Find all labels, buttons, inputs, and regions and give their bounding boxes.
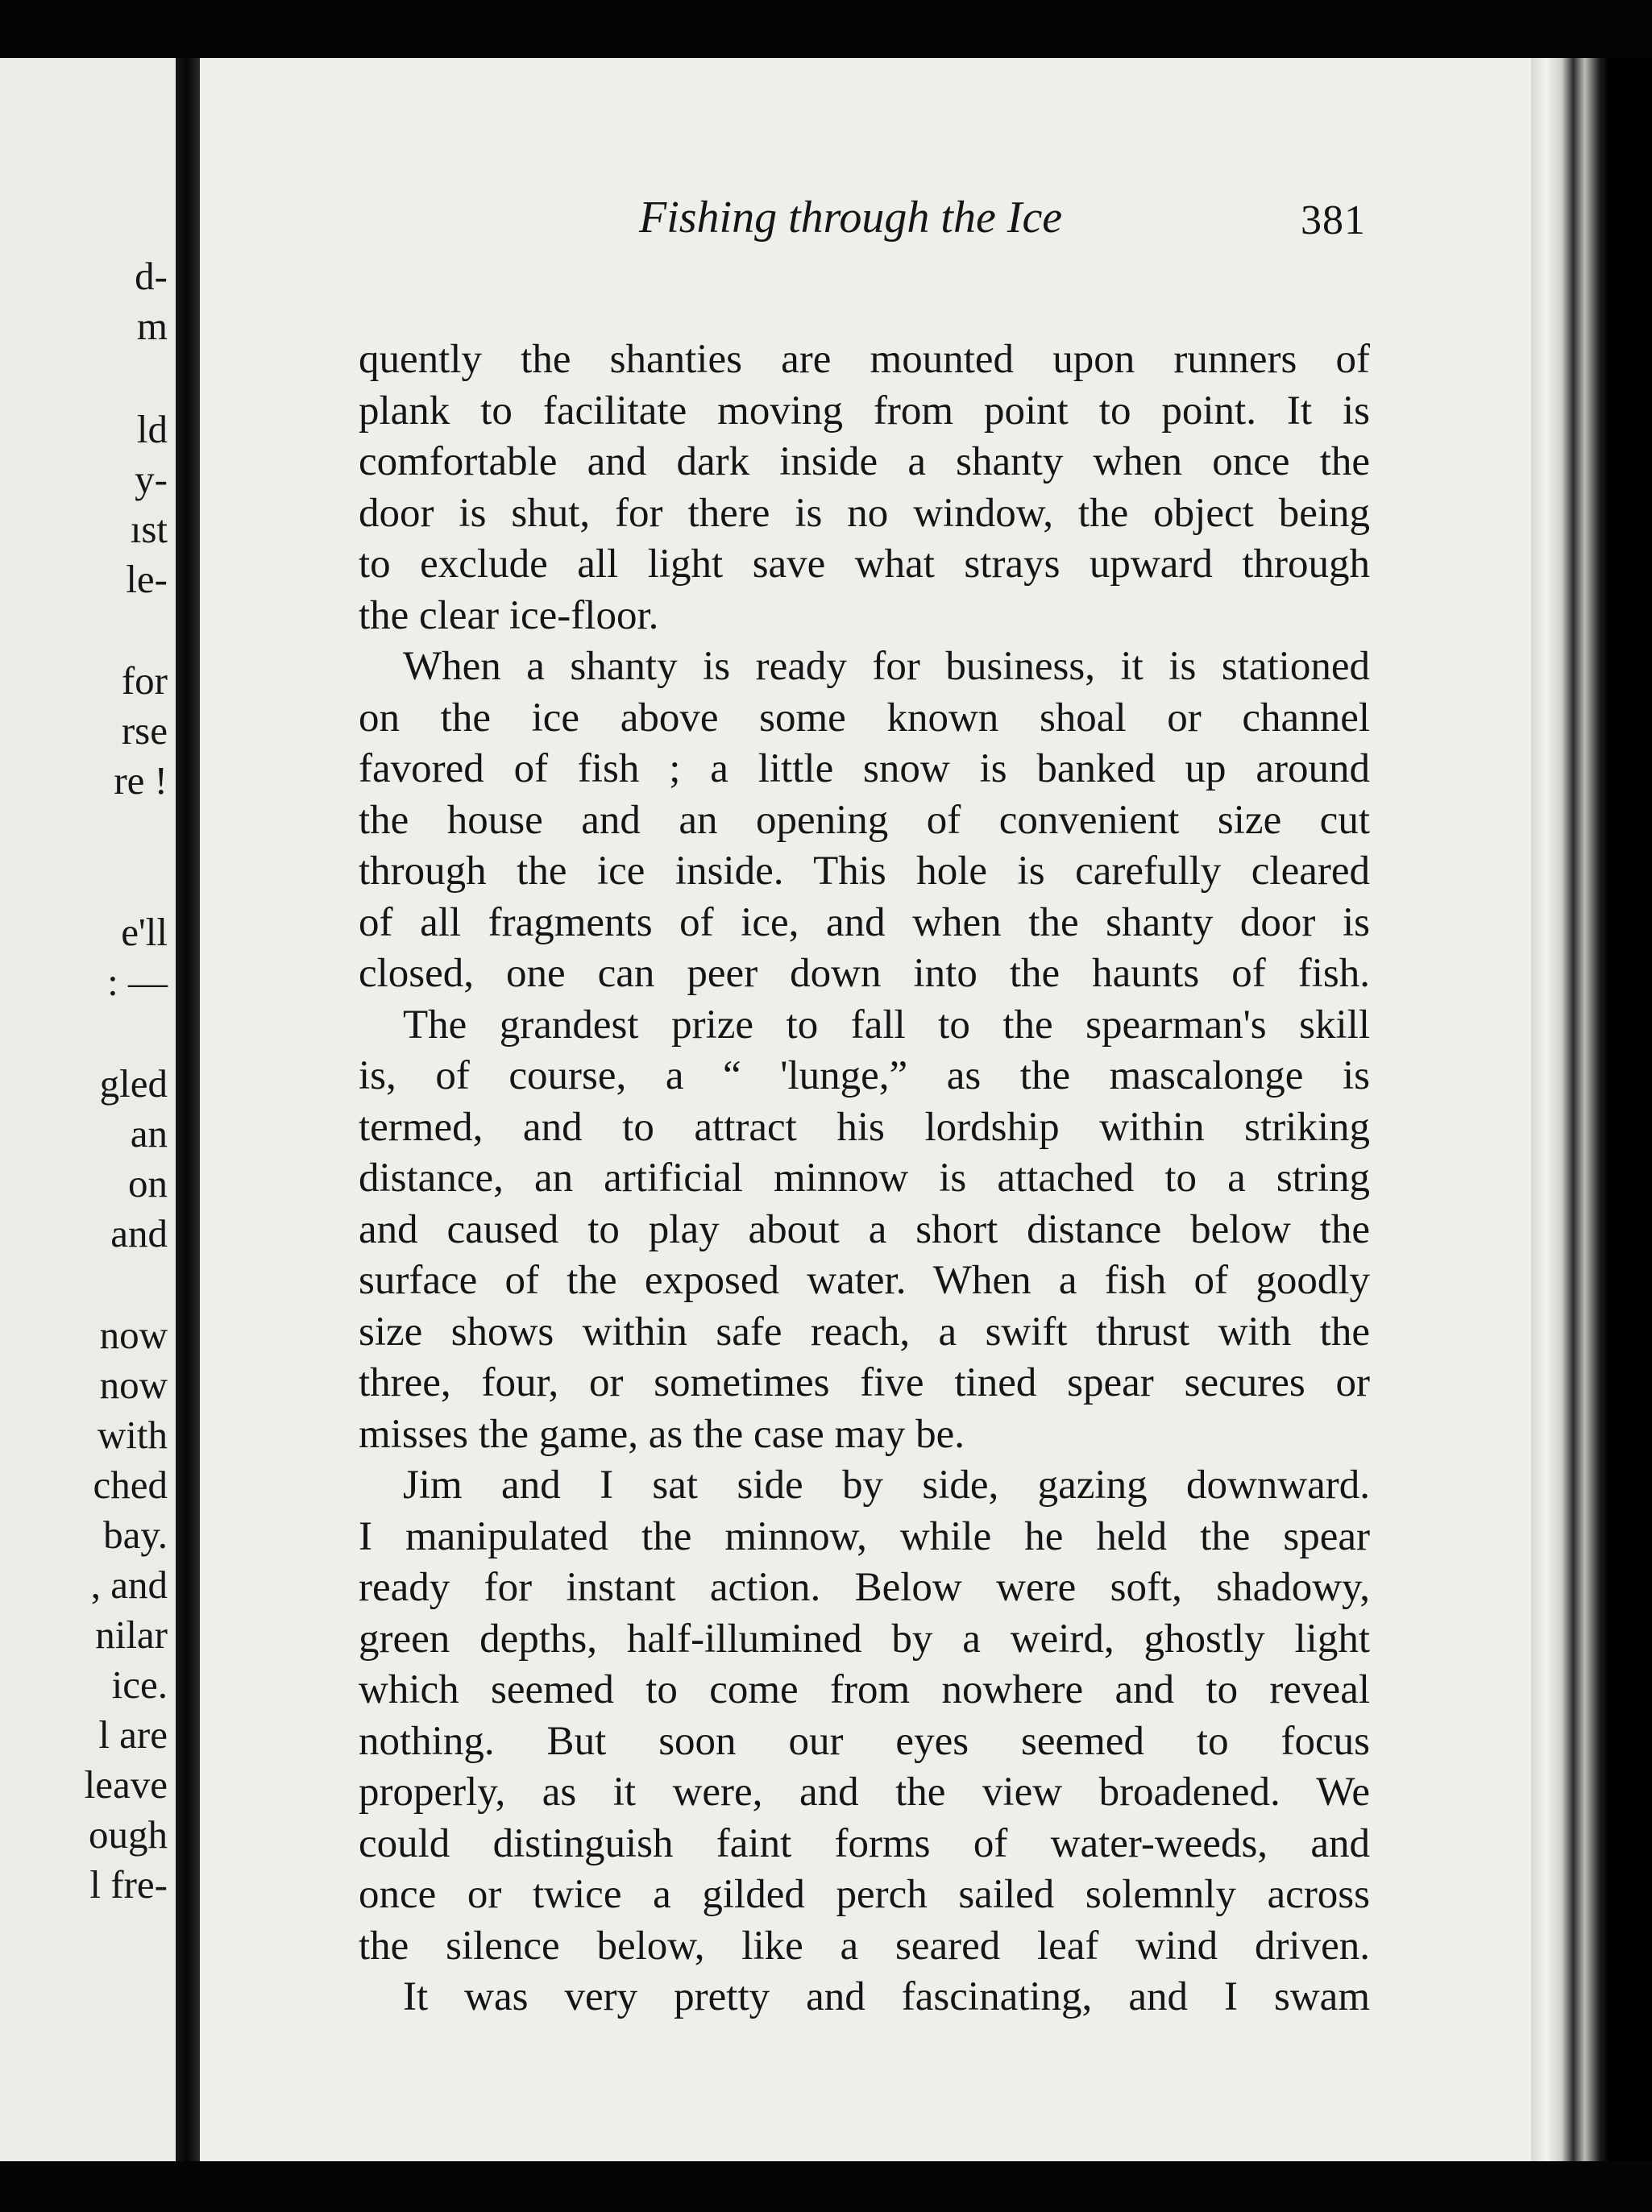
text-line: nothing. But soon our eyes seemed to focus [359, 1718, 1370, 1764]
left-page-text-fragment: leave [84, 1762, 168, 1807]
left-page-text-fragment: ice. [111, 1662, 168, 1707]
text-line: termed, and to attract his lordship within striking [359, 1104, 1370, 1150]
left-page-text-fragment: y- [135, 457, 168, 501]
text-line: size shows within safe reach, a swift thrust with the [359, 1309, 1370, 1355]
text-line: green depths, half-illumined by a weird, ghostly light [359, 1616, 1370, 1662]
text-line: is, of course, a “ 'lunge,” as the mascalonge is [359, 1053, 1370, 1098]
text-line: closed, one can peer down into the haunts of fish. [359, 951, 1370, 996]
left-page-text-fragment: e'll [121, 910, 168, 954]
text-line: to exclude all light save what strays upward through [359, 542, 1370, 587]
left-page-text-fragment: re ! [114, 758, 168, 803]
text-line: When a shanty is ready for business, it is stationed [403, 644, 1370, 689]
left-page-text-fragment: with [97, 1413, 168, 1457]
left-page-text-fragment: m [136, 304, 168, 348]
left-page-text-fragment: rse [121, 708, 168, 753]
left-page-text-fragment: : — [107, 960, 168, 1004]
text-line: It was very pretty and fascinating, and I swam [403, 1974, 1370, 2019]
left-page-text-fragment: l fre- [89, 1862, 168, 1907]
left-page-text-fragment: ıst [130, 507, 168, 551]
left-page-text-fragment: an [130, 1111, 168, 1156]
text-line: on the ice above some known shoal or channel [359, 695, 1370, 741]
text-line: properly, as it were, and the view broadened. We [359, 1770, 1370, 1815]
text-line: the house and an opening of convenient size cut [359, 797, 1370, 843]
left-page-text-fragment: bay. [103, 1513, 168, 1557]
left-page-text-fragment: ough [89, 1812, 168, 1857]
left-page-text-fragment: and [110, 1211, 168, 1255]
text-line: door is shut, for there is no window, the object being [359, 490, 1370, 536]
running-head [439, 185, 1366, 258]
scan-border-top [0, 0, 1652, 58]
page-edge [1531, 58, 1608, 2168]
left-page-text-fragment: gled [99, 1061, 168, 1106]
text-line: quently the shanties are mounted upon runners of [359, 337, 1370, 382]
text-line: once or twice a gilded perch sailed solemnly across [359, 1872, 1370, 1917]
text-line: I manipulated the minnow, while he held the spear [359, 1513, 1370, 1559]
text-line: plank to facilitate moving from point to point. It is [359, 388, 1370, 434]
left-page-text-fragment: ched [93, 1463, 168, 1507]
text-line: which seemed to come from nowhere and to reveal [359, 1667, 1370, 1712]
text-line: the silence below, like a seared leaf wind driven. [359, 1923, 1370, 1969]
left-page-text-fragment: on [128, 1161, 168, 1206]
left-page-text-fragment: le- [126, 557, 168, 601]
text-line: distance, an artificial minnow is attached to a string [359, 1156, 1370, 1201]
left-page-text-fragment: d- [135, 254, 168, 298]
scan-border-bottom [0, 2161, 1652, 2212]
text-line: misses the game, as the case may be. [359, 1411, 965, 1457]
left-page-text-fragment: now [99, 1313, 168, 1357]
left-page-text-fragment: l are [98, 1712, 168, 1757]
text-line: favored of fish ; a little snow is banked up around [359, 746, 1370, 791]
left-page-text-fragment: now [99, 1363, 168, 1407]
left-page-text-fragment: ld [136, 407, 168, 451]
text-line: could distinguish faint forms of water-weeds, and [359, 1820, 1370, 1866]
text-line: three, four, or sometimes five tined spear secures or [359, 1360, 1370, 1405]
text-line: ready for instant action. Below were soft, shadowy, [359, 1565, 1370, 1610]
left-page-text-fragment: nilar [95, 1612, 168, 1657]
text-line: The grandest prize to fall to the spearman's skill [403, 1002, 1370, 1048]
text-line: comfortable and dark inside a shanty when once the [359, 439, 1370, 484]
running-title: Fishing through the Ice [639, 193, 1063, 243]
left-page-fragment [0, 58, 176, 2161]
page-number: 381 [1301, 197, 1366, 243]
text-line: Jim and I sat side by side, gazing downward. [403, 1463, 1370, 1508]
text-line: through the ice inside. This hole is carefully cleared [359, 849, 1370, 894]
text-line: of all fragments of ice, and when the shanty door is [359, 899, 1370, 945]
left-page-text-fragment: , and [90, 1563, 168, 1607]
text-line: the clear ice-floor. [359, 592, 659, 638]
text-line: surface of the exposed water. When a fish of goodly [359, 1258, 1370, 1303]
book-gutter [176, 58, 200, 2161]
text-line: and caused to play about a short distance below the [359, 1206, 1370, 1252]
body-text [359, 334, 1370, 2023]
left-page-text-fragment: for [121, 658, 168, 703]
